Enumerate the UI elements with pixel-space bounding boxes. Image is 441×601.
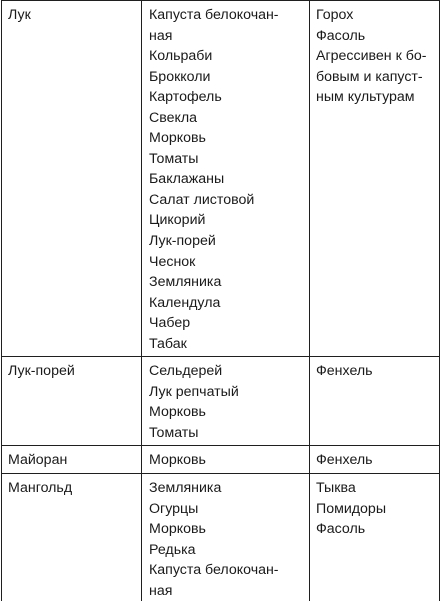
- good-neighbor: Земляника: [149, 274, 222, 291]
- table-row: [2, 474, 440, 601]
- bad-neighbor: ным культурам: [316, 89, 415, 106]
- bad-neighbors-cell: [310, 357, 440, 446]
- bad-neighbor: Фасоль: [316, 521, 366, 538]
- good-neighbor: Морковь: [149, 521, 206, 538]
- table-row: [2, 1, 440, 357]
- good-neighbor: Томаты: [149, 150, 199, 167]
- bad-neighbors-cell: [310, 1, 440, 357]
- good-neighbor: Цикорий: [149, 212, 206, 229]
- good-neighbor: Салат листовой: [149, 191, 255, 208]
- good-neighbor: Картофель: [149, 89, 222, 106]
- good-neighbor: Капуста белокочан-: [149, 562, 279, 579]
- plant-cell: [2, 1, 142, 357]
- bad-neighbor: Горох: [316, 7, 354, 23]
- bad-neighbor: Агрессивен к бо-: [316, 48, 427, 65]
- good-neighbor: Томаты: [149, 424, 199, 441]
- bad-neighbor: Тыква: [316, 480, 356, 497]
- good-neighbors-cell: [142, 446, 310, 474]
- plant-cell: [2, 357, 142, 446]
- good-neighbor: ная: [149, 582, 173, 599]
- good-neighbor: Брокколи: [149, 68, 211, 85]
- good-neighbor: Огурцы: [149, 500, 199, 517]
- good-neighbor: Лук-порей: [149, 233, 216, 250]
- companion-planting-table: [1, 0, 440, 601]
- good-neighbor: ная: [149, 27, 173, 44]
- good-neighbor: Капуста белокочан-: [149, 7, 279, 23]
- bad-neighbor: Фенхель: [316, 363, 373, 380]
- bad-neighbors-cell: [310, 474, 440, 601]
- good-neighbor: Календула: [149, 294, 221, 311]
- good-neighbor: Морковь: [149, 130, 206, 147]
- good-neighbor: Свекла: [149, 109, 198, 126]
- good-neighbor: Лук репчатый: [149, 383, 239, 400]
- table-row: [2, 357, 440, 446]
- plant-name: Лук-порей: [8, 363, 75, 380]
- bad-neighbor: Помидоры: [316, 500, 387, 517]
- bad-neighbors-cell: [310, 446, 440, 474]
- plant-cell: [2, 446, 142, 474]
- good-neighbor: Морковь: [149, 404, 206, 421]
- bad-neighbor: бовым и капуст-: [316, 68, 423, 85]
- good-neighbor: Чеснок: [149, 253, 196, 270]
- good-neighbor: Табак: [149, 335, 187, 352]
- plant-name: Мангольд: [8, 480, 73, 497]
- good-neighbor: Чабер: [149, 315, 191, 332]
- good-neighbor: Земляника: [149, 480, 222, 497]
- table-row: [2, 446, 440, 474]
- bad-neighbor: Фенхель: [316, 452, 373, 469]
- plant-name: Майоран: [8, 452, 68, 469]
- good-neighbor: Сельдерей: [149, 363, 223, 380]
- plant-cell: [2, 474, 142, 601]
- good-neighbor: Редька: [149, 541, 196, 558]
- good-neighbor: Кольраби: [149, 48, 213, 65]
- bad-neighbor: Фасоль: [316, 27, 366, 44]
- good-neighbor: Морковь: [149, 452, 206, 469]
- good-neighbors-cell: [142, 357, 310, 446]
- good-neighbors-cell: [142, 474, 310, 601]
- plant-name: Лук: [8, 7, 31, 23]
- good-neighbor: Баклажаны: [149, 171, 225, 188]
- good-neighbors-cell: [142, 1, 310, 357]
